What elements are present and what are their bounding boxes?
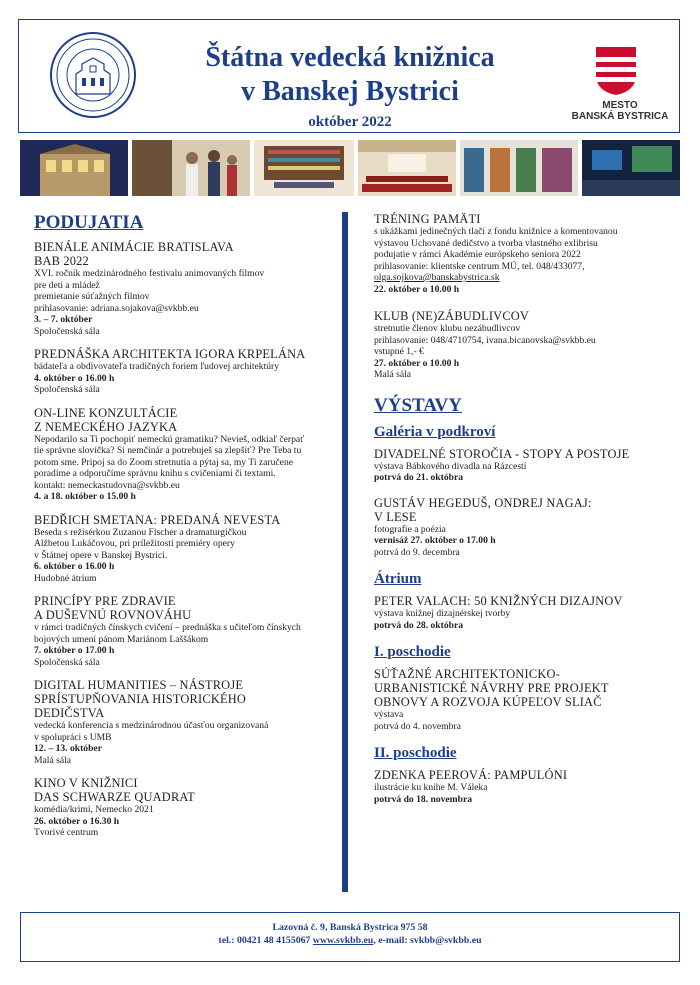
- event-description: v Štátnej opere v Banskej Bystrici.: [34, 549, 168, 561]
- exhibition-item: [374, 496, 674, 559]
- city-name-line1: MESTO: [602, 100, 638, 111]
- event-place: Spoločenská sála: [34, 656, 100, 668]
- right-column: [374, 212, 674, 815]
- section-heading-first-floor: I. poschodie: [374, 644, 451, 660]
- exhibition-duration: potrvá do 9. decembra: [374, 546, 460, 558]
- exhibition-description: výstava: [374, 709, 404, 720]
- photo-building-night: [20, 140, 128, 196]
- event-description: v rámci tradičných čínskych cvičení – prednáška s učiteľom čínskych: [34, 622, 301, 633]
- event-place: Malá sála: [374, 369, 412, 380]
- event-contact-link[interactable]: prihlasovanie: 048/4710754, ivana.bicanovska@svkbb.eu: [374, 334, 596, 346]
- section-heading-atrium: Átrium: [374, 571, 422, 587]
- exhibition-title: ZDENKA PEEROVÁ: PAMPULÓNI: [374, 768, 568, 782]
- event-description: Beseda s režisérkou Zuzanou Fischer a dramaturgičkou: [34, 526, 247, 538]
- month-subtitle: október 2022: [308, 114, 392, 130]
- photo-reading-room: [254, 140, 354, 196]
- event-item: [374, 212, 674, 295]
- event-description: premietanie súťažných filmov: [34, 291, 150, 302]
- event-description: Alžbetou Lukáčovou, pri príležitosti premiéry opery: [34, 538, 235, 549]
- footer-contacts-line: [21, 935, 679, 946]
- event-description: XVI. ročník medzinárodného festivalu animovaných filmov: [34, 268, 265, 279]
- event-date: 7. október o 17.00 h: [34, 645, 115, 656]
- exhibition-title: URBANISTICKÉ NÁVRHY PRE PROJEKT: [374, 681, 609, 695]
- event-place: Hudobné átrium: [34, 572, 97, 584]
- exhibition-duration: potrvá do 4. novembra: [374, 720, 461, 732]
- event-item: [34, 406, 334, 503]
- event-description: bádateľa a obdivovateľa tradičných foriem ľudovej architektúry: [34, 361, 280, 372]
- event-description: komédia/krimi, Nemecko 2021: [34, 804, 154, 815]
- event-place: Spoločenská sála: [34, 384, 100, 395]
- events-column: [34, 212, 334, 849]
- event-place: Tvorivé centrum: [34, 827, 99, 838]
- event-title: PRINCÍPY PRE ZDRAVIE: [34, 594, 176, 608]
- event-description: potom sme. Pripoj sa do Zoom stretnutia a pýtaj sa, my Ti zaručene: [34, 456, 293, 468]
- event-title: BEDŘICH SMETANA: PREDANÁ NEVESTA: [34, 512, 281, 527]
- event-title: DEDIČSTVA: [34, 706, 105, 720]
- event-date: 3. – 7. október: [34, 314, 93, 325]
- column-divider: [342, 212, 348, 892]
- photo-hall-chairs: [358, 140, 456, 196]
- events-heading: PODUJATIA: [34, 212, 144, 233]
- library-seal-logo: [50, 32, 136, 118]
- event-date: 27. október o 10.00 h: [374, 357, 460, 369]
- exhibition-description: ilustrácie ku knihe M. Váleka: [374, 782, 488, 793]
- photo-exhibition: [582, 140, 680, 196]
- event-title: A DUŠEVNÚ ROVNOVÁHU: [34, 608, 192, 622]
- exhibition-title: DIVADELNÉ STOROČIA - STOPY A POSTOJE: [374, 446, 630, 461]
- photo-library-shelves: [460, 140, 578, 196]
- event-description: Nepodarilo sa Ti pochopiť nemeckú gramatiku? Nevieš, odkiaľ čerpať: [34, 433, 305, 445]
- footer-contact: [20, 912, 680, 962]
- event-place: Malá sála: [34, 754, 72, 766]
- exhibition-title: GUSTÁV HEGEDUŠ, ONDREJ NAGAJ:: [374, 495, 592, 510]
- event-date: 26. október o 16.30 h: [34, 815, 120, 827]
- event-date: 4. október o 16.00 h: [34, 372, 115, 384]
- exhibition-title: SÚŤAŽNÉ ARCHITEKTONICKO-: [374, 667, 560, 681]
- section-heading-second-floor: II. poschodie: [374, 745, 457, 761]
- exhibitions-heading: VÝSTAVY: [374, 394, 462, 416]
- exhibition-date: potrvá do 18. novembra: [374, 793, 473, 805]
- event-description: v spolupráci s UMB: [34, 731, 112, 743]
- exhibition-date: potrvá do 21. októbra: [374, 472, 464, 483]
- exhibition-description: fotografie a poézia: [374, 523, 446, 535]
- exhibition-description: výstava Bábkového divadla na Rázcestí: [374, 460, 527, 472]
- footer-web-link[interactable]: www.svkbb.eu: [312, 935, 374, 946]
- exhibition-title: PETER VALACH: 50 KNIŽNÝCH DIZAJNOV: [374, 594, 623, 608]
- page-title-line1: Štátna vedecká knižnica: [205, 42, 495, 73]
- exhibition-date: vernisáž 27. október o 17.00 h: [374, 535, 496, 546]
- city-coat-of-arms-icon: [594, 45, 638, 97]
- event-description: výstavou Uchované dedičstvo a tvorba vlastného exlibrisu: [374, 237, 598, 249]
- event-description: tie správne slovíčka? Si nemčinár a potrebuješ sa zlepšiť? Pre Teba tu: [34, 445, 302, 456]
- event-title: Z NEMECKÉHO JAZYKA: [34, 419, 178, 434]
- event-description: vedecká konferencia s medzinárodnou účasťou organizovaná: [34, 720, 269, 731]
- event-date: 4. a 18. október o 15.00 h: [34, 491, 136, 502]
- event-description: pre deti a mládež: [34, 279, 100, 291]
- event-date: 12. – 13. október: [34, 743, 102, 754]
- footer-address: Lazovná č. 9, Banská Bystrica 975 58: [272, 922, 428, 933]
- event-title: PREDNÁŠKA ARCHITEKTA IGORA KRPELÁNA: [34, 347, 306, 361]
- event-item: [34, 776, 334, 839]
- event-title: KINO V KNIŽNICI: [34, 776, 138, 790]
- event-item: [34, 594, 334, 668]
- exhibition-item: [374, 594, 674, 631]
- event-item: [34, 240, 334, 337]
- event-date: 6. október o 16.00 h: [34, 561, 115, 572]
- event-description: bojových umení pánom Mariánom Laššákom: [34, 633, 209, 645]
- event-item: [34, 678, 334, 766]
- event-description: stretnutie členov klubu nezábudlivcov: [374, 323, 521, 334]
- event-place: Spoločenská sála: [34, 325, 100, 337]
- exhibition-item: [374, 768, 674, 805]
- exhibition-title: V LESE: [374, 509, 417, 524]
- event-description: podujatie v rámci Akadémie európskeho seniora 2022: [374, 249, 581, 260]
- event-description: prihlasovanie: klientske centrum MÚ, tel. 048/433077,: [374, 260, 585, 272]
- city-name-line2: BANSKÁ BYSTRICA: [571, 111, 669, 122]
- footer-phone: tel.: 00421 48 4155067: [218, 935, 311, 946]
- event-description: poradíme a odporučíme správnu knihu s cvičeniami či textami.: [34, 468, 276, 479]
- event-title: DAS SCHWARZE QUADRAT: [34, 790, 195, 804]
- event-item: [34, 513, 334, 585]
- event-title: TRÉNING PAMÄTI: [374, 212, 481, 226]
- exhibition-item: [374, 667, 674, 732]
- exhibition-title: OBNOVY A ROZVOJA KÚPEĽOV SLIAČ: [374, 695, 602, 709]
- photo-visitors: [132, 140, 250, 196]
- exhibition-item: [374, 447, 674, 484]
- section-heading-galeria: Galéria v podkroví: [374, 423, 496, 440]
- footer-email[interactable]: , e-mail: svkbb@svkbb.eu: [373, 935, 482, 946]
- event-item: [34, 347, 334, 396]
- exhibition-date: potrvá do 28. októbra: [374, 619, 464, 631]
- event-contact-link[interactable]: olga.sojkova@banskabystrica.sk: [374, 272, 500, 283]
- event-date: 22. október o 10.00 h: [374, 283, 460, 295]
- event-item: [374, 309, 674, 381]
- event-title: BAB 2022: [34, 254, 89, 268]
- event-title: BIENÁLE ANIMÁCIE BRATISLAVA: [34, 240, 234, 254]
- event-description: vstupné 1,- €: [374, 346, 424, 357]
- page-title-line2: v Banskej Bystrici: [241, 76, 459, 107]
- exhibition-description: výstava knižnej dizajnérskej tvorby: [374, 608, 511, 619]
- event-contact-link[interactable]: prihlasovanie: adriana.sojakova@svkbb.eu: [34, 302, 199, 314]
- event-title: DIGITAL HUMANITIES – NÁSTROJE: [34, 678, 244, 692]
- event-description: s ukážkami jedinečných tlačí z fondu knižnice a komentovanou: [374, 226, 618, 237]
- event-title: ON-LINE KONZULTÁCIE: [34, 405, 178, 420]
- event-title: KLUB (NE)ZÁBUDLIVCOV: [374, 309, 530, 323]
- event-title: SPRÍSTUPŇOVANIA HISTORICKÉHO: [34, 692, 247, 706]
- event-contact-link[interactable]: kontakt: nemeckastudovna@svkbb.eu: [34, 479, 180, 491]
